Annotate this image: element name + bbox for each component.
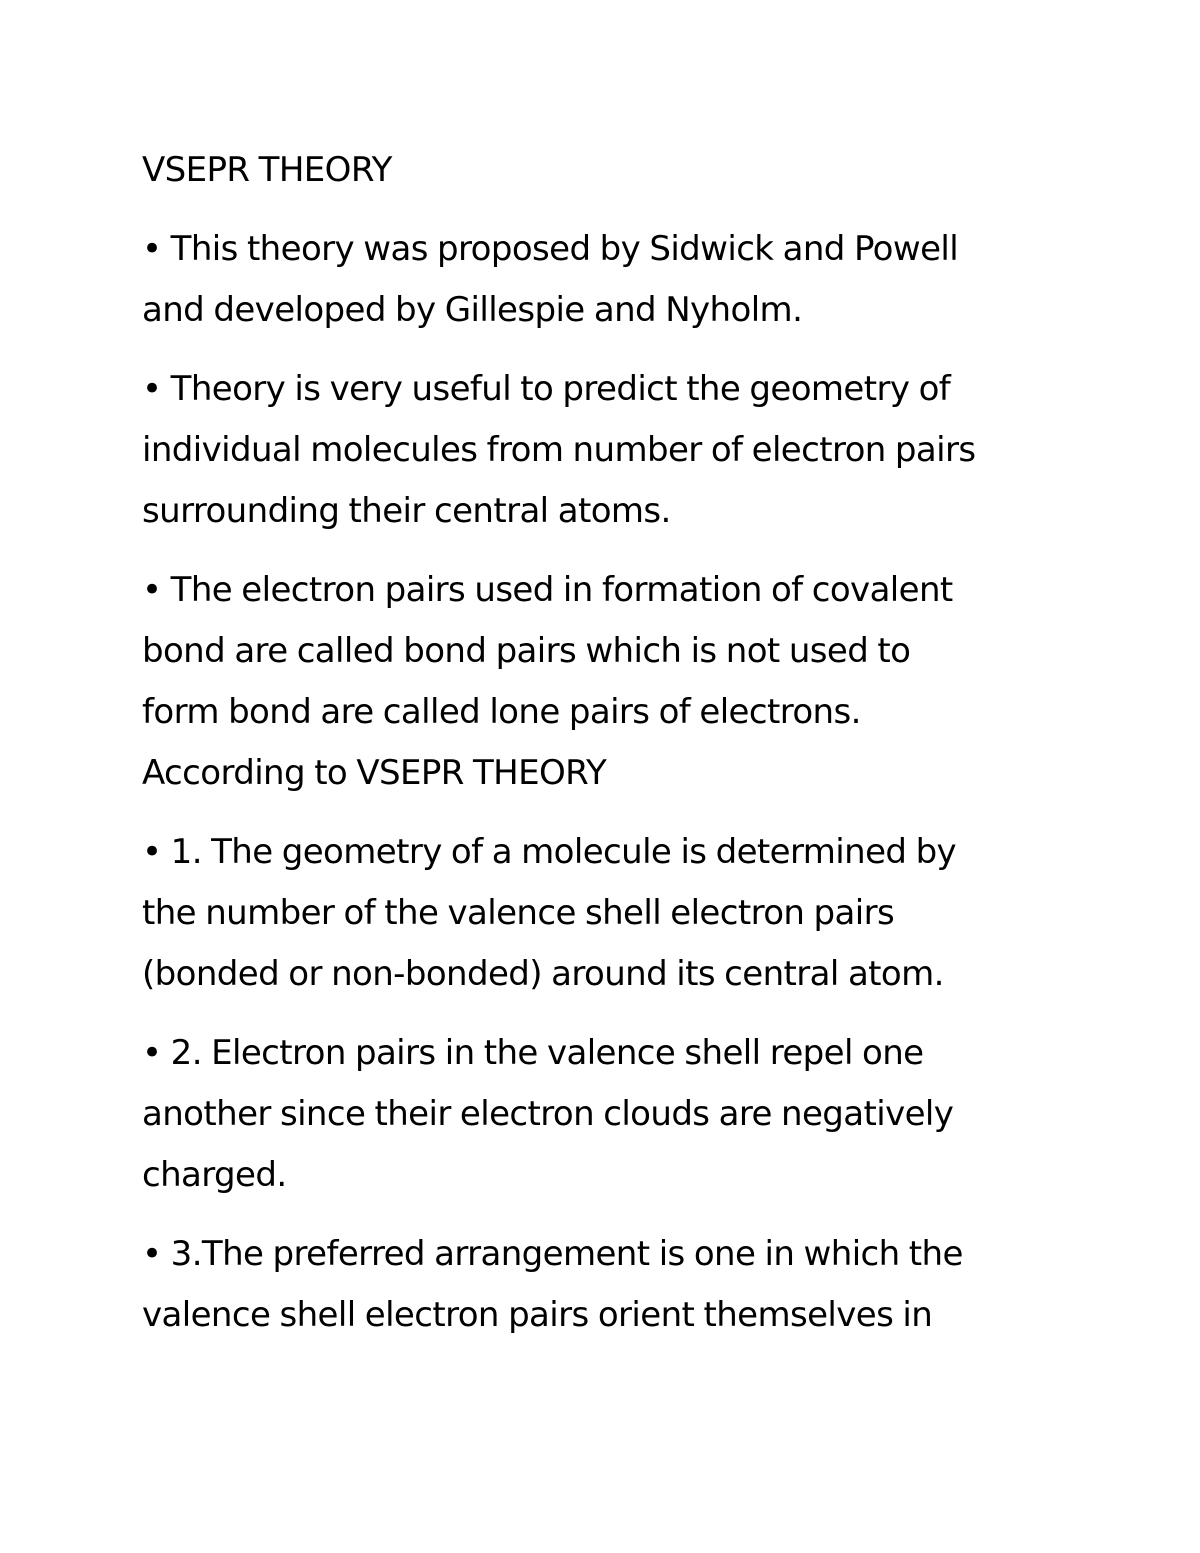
paragraph-usefulness: • Theory is very useful to predict the geometry of individual molecules from number of electron pairs surrounding their central atoms. xyxy=(142,369,976,531)
paragraph-point-3: • 3.The preferred arrangement is one in which the valence shell electron pairs orient themselves in xyxy=(142,1234,963,1335)
paragraph-point-2: • 2. Electron pairs in the valence shell repel one another since their electron clouds are negatively charged. xyxy=(142,1033,954,1195)
document-body xyxy=(142,140,1102,1364)
paragraph-proposed-by: • This theory was proposed by Sidwick and Powell and developed by Gillespie and Nyholm. xyxy=(142,229,959,330)
paragraph-bond-pairs: • The electron pairs used in formation of covalent bond are called bond pairs which is not used to form bond are called lone pairs of electrons. xyxy=(142,570,953,732)
document-title: VSEPR THEORY xyxy=(142,150,392,190)
section-heading-according: According to VSEPR THEORY xyxy=(142,753,607,793)
paragraph-point-1: • 1. The geometry of a molecule is determined by the number of the valence shell electron pairs (bonded or non-bonded) around its central atom. xyxy=(142,832,957,994)
